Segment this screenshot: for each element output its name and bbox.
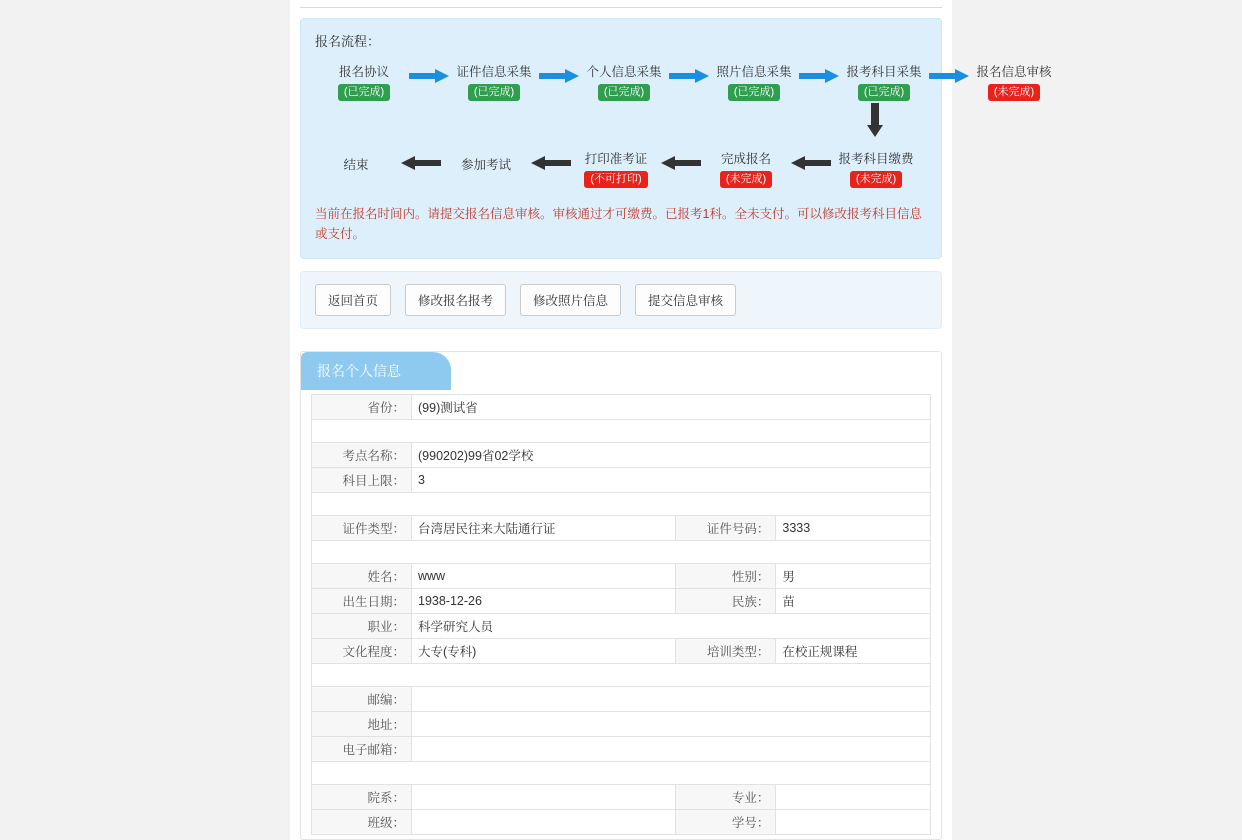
panel-tab-title: 报名个人信息: [301, 352, 451, 390]
table-row: [312, 395, 931, 420]
content-column: [290, 0, 1052, 840]
edit-registration-button[interactable]: 修改报名报考: [405, 284, 506, 316]
field-value-id-type: 台湾居民往来大陆通行证: [412, 516, 676, 541]
flow-node-status: (已完成): [858, 84, 910, 101]
row-spacer: [312, 762, 931, 785]
flow-node-label: 照片信息采集: [716, 65, 792, 79]
row-spacer: [312, 420, 931, 443]
row-spacer: [312, 493, 931, 516]
table-row: [312, 737, 931, 762]
field-label-education: 文化程度：: [312, 639, 412, 664]
field-value-class: [412, 810, 676, 835]
field-label-major: 专业：: [676, 785, 776, 810]
field-value-subject-limit: 3: [412, 468, 931, 493]
flow-node-status: (已完成): [598, 84, 650, 101]
flow-row-2: [315, 151, 927, 188]
flow-node-status: (未完成): [720, 171, 772, 188]
field-label-email: 电子邮箱：: [312, 737, 412, 762]
field-label-birthdate: 出生日期：: [312, 589, 412, 614]
table-row: [312, 639, 931, 664]
flow-node-subject-payment: [833, 151, 919, 188]
arrow-down-icon: [867, 103, 883, 137]
flow-node-subject-collect: [841, 64, 927, 101]
field-value-province: (99)测试省: [412, 395, 931, 420]
flow-node-label: 参加考试: [460, 158, 511, 172]
field-value-name: www: [412, 564, 676, 589]
arrow-right-icon: [667, 68, 711, 84]
field-label-province: 省份：: [312, 395, 412, 420]
arrow-left-icon: [399, 155, 443, 171]
flow-node-label: 完成报名: [720, 152, 771, 166]
field-label-postcode: 邮编：: [312, 687, 412, 712]
table-row-gap: [312, 762, 931, 785]
field-label-ethnicity: 民族：: [676, 589, 776, 614]
field-value-training-type: 在校正规课程: [776, 639, 931, 664]
arrow-right-icon: [797, 68, 841, 84]
back-home-button[interactable]: 返回首页: [315, 284, 391, 316]
row-spacer: [312, 541, 931, 564]
field-value-gender: 男: [776, 564, 931, 589]
flow-row-1: [315, 64, 1052, 101]
field-label-id-number: 证件号码：: [676, 516, 776, 541]
flow-node-status: (已完成): [468, 84, 520, 101]
table-row: [312, 785, 931, 810]
table-row: [312, 516, 931, 541]
field-value-exam-site: (990202)99省02学校: [412, 443, 931, 468]
field-label-training-type: 培训类型：: [676, 639, 776, 664]
field-label-student-id: 学号：: [676, 810, 776, 835]
arrow-right-icon: [407, 68, 451, 84]
field-label-class: 班级：: [312, 810, 412, 835]
field-value-student-id: [776, 810, 931, 835]
field-value-birthdate: 1938-12-26: [412, 589, 676, 614]
arrow-left-icon: [789, 155, 833, 171]
arrow-right-icon: [927, 68, 971, 84]
flow-node-label: 证件信息采集: [456, 65, 532, 79]
flow-node-status: (未完成): [850, 171, 902, 188]
arrow-left-icon: [659, 155, 703, 171]
flow-notice-text: 当前在报名时间内。请提交报名信息审核。审核通过才可缴费。已报考1科。全未支付。可以修改报考科目信息或支付。: [315, 207, 922, 241]
arrow-down-wrap: [315, 103, 927, 137]
table-row: [312, 712, 931, 737]
personal-info-panel: [300, 351, 942, 840]
flow-node-label: 个人信息采集: [586, 65, 662, 79]
action-button-bar: [300, 271, 942, 329]
flow-node-label: 报考科目缴费: [838, 152, 914, 166]
flow-node-personal-info: [581, 64, 667, 101]
flow-node-label: 结束: [343, 158, 369, 172]
flow-node-info-audit: [971, 64, 1057, 101]
top-panel-stub: [300, 0, 942, 8]
table-row-gap: [312, 541, 931, 564]
arrow-right-icon: [537, 68, 581, 84]
flow-node-status: (不可打印): [584, 171, 647, 188]
field-value-id-number: 3333: [776, 516, 931, 541]
personal-info-table: [311, 394, 931, 835]
submit-audit-button[interactable]: 提交信息审核: [635, 284, 736, 316]
flow-node-print-admission: [573, 151, 659, 188]
flow-node-end: [313, 151, 399, 173]
table-row-gap: [312, 420, 931, 443]
field-value-postcode: [412, 687, 931, 712]
flow-node-label: 报名协议: [338, 65, 389, 79]
field-label-gender: 性别：: [676, 564, 776, 589]
flow-node-status: (未完成): [988, 84, 1040, 101]
field-value-email: [412, 737, 931, 762]
field-label-address: 地址：: [312, 712, 412, 737]
flow-node-agreement: [321, 64, 407, 101]
table-row: [312, 564, 931, 589]
flow-node-attend-exam: [443, 151, 529, 173]
flow-title: 报名流程：: [315, 34, 381, 49]
table-row: [312, 687, 931, 712]
row-spacer: [312, 664, 931, 687]
field-label-department: 院系：: [312, 785, 412, 810]
flow-node-label: 打印准考证: [584, 152, 648, 166]
field-value-department: [412, 785, 676, 810]
table-row: [312, 443, 931, 468]
table-row-gap: [312, 493, 931, 516]
field-label-occupation: 职业：: [312, 614, 412, 639]
field-value-education: 大专(专科): [412, 639, 676, 664]
field-value-major: [776, 785, 931, 810]
table-row: [312, 468, 931, 493]
flow-node-label: 报考科目采集: [846, 65, 922, 79]
flow-node-label: 报名信息审核: [976, 65, 1052, 79]
field-label-exam-site: 考点名称：: [312, 443, 412, 468]
flow-node-status: (已完成): [728, 84, 780, 101]
field-label-name: 姓名：: [312, 564, 412, 589]
registration-flow-panel: [300, 18, 1052, 259]
field-value-address: [412, 712, 931, 737]
flow-node-photo-info: [711, 64, 797, 101]
table-row-gap: [312, 664, 931, 687]
edit-photo-button[interactable]: 修改照片信息: [520, 284, 621, 316]
flow-node-id-collect: [451, 64, 537, 101]
flow-node-status: (已完成): [338, 84, 390, 101]
flow-node-complete-registration: [703, 151, 789, 188]
field-label-subject-limit: 科目上限：: [312, 468, 412, 493]
table-row: [312, 810, 931, 835]
field-value-occupation: 科学研究人员: [412, 614, 931, 639]
arrow-left-icon: [529, 155, 573, 171]
field-value-ethnicity: 苗: [776, 589, 931, 614]
table-row: [312, 614, 931, 639]
table-row: [312, 589, 931, 614]
field-label-id-type: 证件类型：: [312, 516, 412, 541]
